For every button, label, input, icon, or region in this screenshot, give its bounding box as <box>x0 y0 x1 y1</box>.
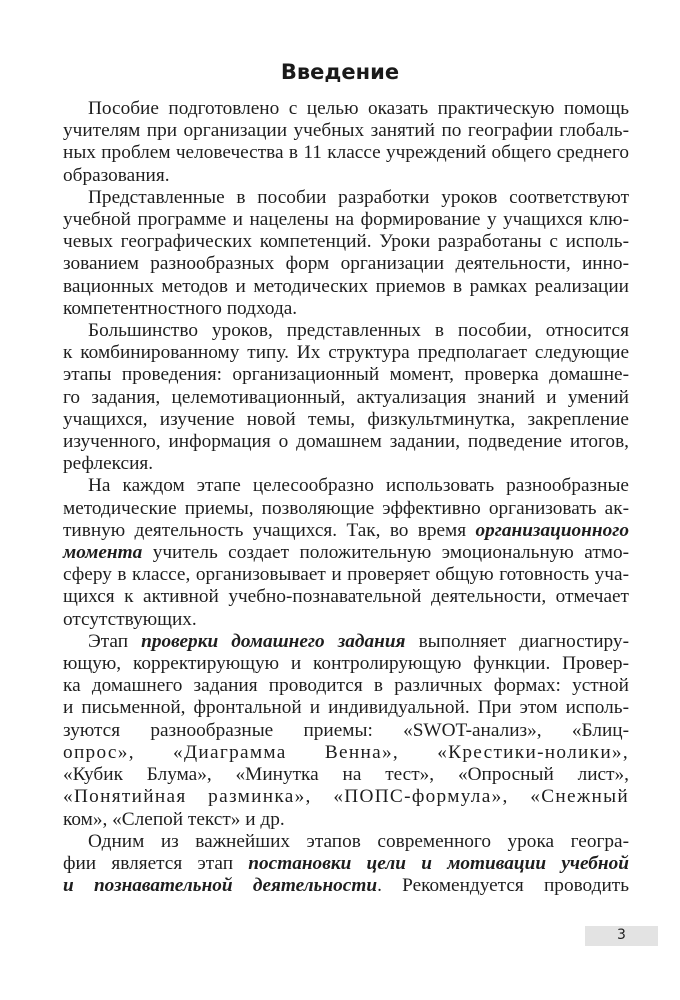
paragraph-4 <box>63 475 629 630</box>
text-line: компетентностного подхода. <box>63 297 298 319</box>
text-line: ющую, корректирующую и контролирующую функции. Провер- <box>63 653 629 675</box>
paragraph-5 <box>63 631 629 831</box>
text-line <box>63 631 629 653</box>
text-line: учащихся, изучение новой темы, физкультминутка, закрепление <box>63 408 629 430</box>
page-number-box <box>585 926 658 946</box>
text-line: вационных методов и методических приемов в рамках реализации <box>63 275 629 297</box>
text-line: зованием разнообразных форм организации деятельности, инно- <box>63 253 629 275</box>
text-line: ком», «Слепой текст» и др. <box>63 808 285 830</box>
text-line <box>63 853 629 875</box>
text-run: выполняет диагностиру- <box>418 630 629 652</box>
text-line: сферу в классе, организовывает и проверяет общую готовность уча- <box>63 564 629 586</box>
paragraph-2 <box>63 187 629 320</box>
text-line <box>63 520 629 542</box>
text-line: этапы проведения: организационный момент, проверка домашне- <box>63 364 629 386</box>
text-line: учителям при организации учебных занятий по географии глобаль- <box>63 120 629 142</box>
text-line: Пособие подготовлено с целью оказать практическую помощь <box>88 98 629 119</box>
text-line <box>63 875 629 897</box>
text-line: Одним из важнейших этапов современного урока геогра- <box>88 830 629 852</box>
paragraph-6 <box>63 831 629 898</box>
text-line: ных проблем человечества в 11 классе учреждений общего среднего <box>63 142 629 164</box>
text-run: Этап <box>88 630 129 652</box>
text-line: опрос», «Диаграмма Венна», «Крестики-нолики», <box>63 741 629 763</box>
text-line: учебной программе и нацелены на формирование у учащихся клю- <box>63 209 629 231</box>
text-line: зуются разнообразные приемы: «SWOT-анализ», «Блиц- <box>63 719 629 741</box>
body-text <box>63 98 629 897</box>
text-line: На каждом этапе целесообразно использовать разнообразные <box>88 475 629 497</box>
page-title: Введение <box>280 60 400 84</box>
text-line: рефлексия. <box>63 453 154 475</box>
text-line: го задания, целемотивационный, актуализация знаний и умений <box>63 386 629 408</box>
text-line: к комбинированному типу. Их структура предполагает следующие <box>63 342 629 364</box>
paragraph-3 <box>63 320 629 475</box>
text-line: Большинство уроков, представленных в пособии, относится <box>88 320 629 342</box>
text-line: образования. <box>63 164 170 186</box>
text-line: методические приемы, позволяющие эффективно организовать ак- <box>63 497 629 519</box>
paragraph-1 <box>63 98 629 187</box>
text-run: тивную деятельность учащихся. Так, во время <box>63 519 467 541</box>
text-line: отсутствующих. <box>63 608 197 630</box>
emphasis-term: организационного <box>475 519 629 541</box>
text-line: изученного, информация о домашнем задании, подведение итогов, <box>63 431 629 453</box>
text-line: «Понятийная разминка», «ПОПС-формула», «Снежный <box>63 786 629 808</box>
text-run: фии является этап <box>63 852 234 874</box>
text-line: и письменной, фронтальной и индивидуальной. При этом исполь- <box>63 697 629 719</box>
text-line: чевых географических компетенций. Уроки разработаны с исполь- <box>63 231 629 253</box>
emphasis-term: постановки цели и мотивации учебной <box>248 852 629 874</box>
text-line: щихся к активной учебно-познавательной деятельности, отмечает <box>63 586 629 608</box>
page-number: 3 <box>617 927 626 943</box>
text-line: «Кубик Блума», «Минутка на тест», «Опросный лист», <box>63 764 629 786</box>
text-run: учитель создает положительную эмоциональную атмо- <box>152 542 630 564</box>
emphasis-term: и познавательной деятельности <box>63 875 378 897</box>
text-run: . Рекомендуется проводить <box>377 875 629 897</box>
text-line <box>63 542 629 564</box>
emphasis-term: момента <box>63 542 143 564</box>
text-line: ка домашнего задания проводится в различных формах: устной <box>63 675 629 697</box>
emphasis-term: проверки домашнего задания <box>141 630 406 652</box>
text-line: Представленные в пособии разработки уроков соответствуют <box>88 186 629 208</box>
